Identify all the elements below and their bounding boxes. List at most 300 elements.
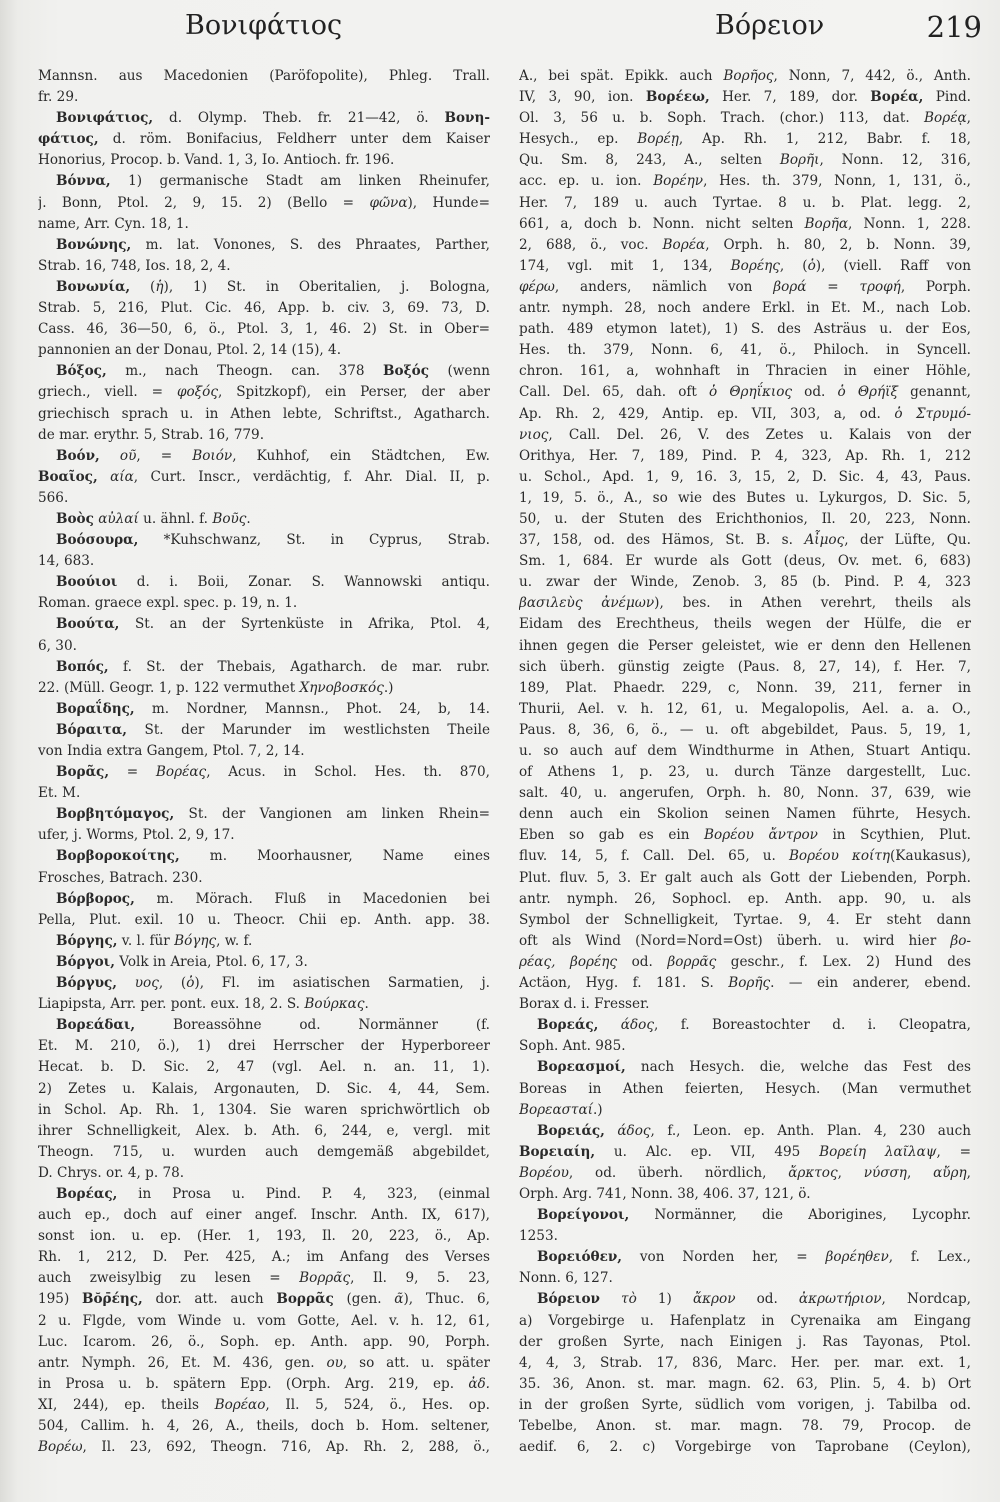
- body-text: ufer, j. Worms, Ptol. 2, 9, 17.: [38, 827, 235, 844]
- text-line: [38, 1353, 490, 1374]
- body-text: aedif. 6, 2. c) Vorgebirge von Taprobane (Ceylon),: [519, 1439, 971, 1456]
- body-text: , f. Lex.,: [888, 1249, 971, 1266]
- body-text: Eidam des Erechtheus, theils wegen der Hülfe, die er: [519, 616, 971, 633]
- body-text: 1) germanische Stadt am linken Rheinufer,: [110, 173, 490, 190]
- text-line: [38, 846, 490, 867]
- body-text: 14, 683.: [38, 553, 95, 570]
- headword: Βονώνης,: [56, 236, 132, 253]
- body-text: of Athens 1, p. 23, u. durch Tänze dargestellt, Luc.: [519, 764, 971, 781]
- text-line: [519, 1289, 971, 1310]
- greek-italic: Βούρκας: [304, 996, 365, 1013]
- greek-italic: Βορῆι: [779, 152, 820, 169]
- headword: Βŏρ̄έης,: [81, 1291, 143, 1308]
- body-text: Honorius, Procop. b. Vand. 1, 3, Io. Antioch. fr. 196.: [38, 152, 395, 169]
- text-line: [38, 1057, 490, 1078]
- headword: Βορειαίη,: [519, 1143, 596, 1160]
- headword: φάτιος,: [38, 131, 99, 148]
- text-line: [519, 741, 971, 762]
- body-text: 1253.: [519, 1228, 558, 1245]
- body-text: antr. Nymph. 26, Et. M. 436, gen.: [38, 1354, 327, 1371]
- body-text: od.: [735, 1291, 799, 1308]
- greek-italic: φέρω: [519, 278, 555, 295]
- text-line: [519, 952, 971, 973]
- headword: Βοὸς: [56, 510, 94, 527]
- text-line: [38, 150, 490, 171]
- text-line: [519, 1184, 971, 1205]
- text-line: [38, 66, 490, 87]
- headword: Βόρβορος,: [56, 890, 135, 907]
- body-text: , Il. 9, 5. 23,: [350, 1270, 490, 1287]
- text-line: [38, 1163, 490, 1184]
- body-text: ,: [966, 1164, 971, 1181]
- text-line: [519, 108, 971, 129]
- body-text: (wenn: [428, 363, 490, 380]
- body-text: acc. ep. u. ion.: [519, 173, 654, 190]
- body-text: ), bes. in Athen verehrt, theils als: [654, 595, 971, 612]
- body-text: salt. 40, u. angerufen, Orph. h. 80, Nonn. 37, 639, wie: [519, 785, 971, 802]
- greek-italic: ὁ Θρήϊξ: [837, 384, 898, 401]
- body-text: ), 1) St. in Oberitalien, j. Bologna,: [163, 278, 490, 295]
- text-line: [38, 108, 490, 129]
- text-line: [519, 994, 971, 1015]
- headword: Βόργυς,: [56, 975, 118, 992]
- body-text: griech., viell. =: [38, 384, 177, 401]
- body-text: Et. M.: [38, 785, 81, 802]
- text-line: [38, 382, 490, 403]
- text-line: [38, 319, 490, 340]
- body-text: Cass. 46, 36—50, 6, ö., Ptol. 3, 1, 46. 2) St. in Ober=: [38, 321, 490, 338]
- text-line: [519, 1079, 971, 1100]
- greek-italic: ὁ Στρυμό-: [894, 405, 971, 422]
- body-text: , Curt. Inscr., verdächtig, f. Ahr. Dial. II, p.: [133, 468, 490, 485]
- greek-italic: φοξός: [176, 384, 218, 401]
- text-line: [519, 889, 971, 910]
- body-text: , Acus. in Schol. Hes. th. 870,: [206, 764, 490, 781]
- text-line: [38, 129, 490, 150]
- body-text: *Kuhschwanz, St. in Cyprus, Strab.: [138, 532, 490, 549]
- body-text: , so att. u. später: [342, 1354, 490, 1371]
- body-text: u. Schol., Apd. 1, 9, 16. 3, 15, 2, D. Sic. 4, 43, Paus.: [519, 468, 971, 485]
- text-line: [38, 994, 490, 1015]
- headword: Βόραιτα,: [56, 721, 127, 738]
- text-line: [519, 425, 971, 446]
- body-text: v. l. für: [117, 932, 175, 949]
- headword: Βοραΐδης,: [56, 700, 135, 717]
- text-line: [519, 1437, 971, 1458]
- body-text: Tebelbe, Anon. st. mar. magn. 78. 79, Procop. de: [519, 1418, 971, 1434]
- body-text: u. ähnl. f.: [138, 510, 213, 527]
- text-line: [38, 910, 490, 931]
- greek-italic: άδος: [620, 1017, 654, 1034]
- text-line: [519, 1163, 971, 1184]
- body-text: Nonn. 6, 127.: [519, 1270, 613, 1287]
- text-line: [519, 509, 971, 530]
- text-line: [519, 1036, 971, 1057]
- body-text: in Prosa u. Pind. P. 4, 323, (einmal: [117, 1185, 490, 1202]
- greek-italic: βορά = τροφή: [773, 278, 901, 295]
- body-text: St. an der Syrtenküste in Afrika, Ptol. 4,: [119, 616, 490, 633]
- body-text: Hes. th. 379, Nonn. 6, 41, ö., Philoch. in Syncell.: [519, 342, 971, 359]
- text-line: [38, 741, 490, 762]
- text-line: [38, 530, 490, 551]
- body-text: m. lat. Vonones, S. des Phraates, Parther,: [131, 236, 490, 253]
- headword: Βόρειον: [537, 1291, 600, 1308]
- greek-italic: Βορρᾶς: [299, 1270, 351, 1287]
- headword: Βοαῖος,: [38, 468, 98, 485]
- body-text: chron. 161, a, wohnhaft in Thracien in einer Höhle,: [519, 363, 971, 380]
- text-line: [38, 699, 490, 720]
- body-text: sonst ion. u. ep. (Her. 1, 193, Il. 20, 223, ö., Ap.: [38, 1228, 490, 1245]
- body-text: , Kuhhof, ein Städtchen, Ew.: [232, 447, 490, 464]
- body-text: Orph. Arg. 741, Nonn. 38, 406. 37, 121, ö.: [519, 1185, 811, 1202]
- body-text: Call. Del. 65, dah. oft: [519, 384, 710, 401]
- text-line: [38, 1395, 490, 1416]
- text-line: [38, 425, 490, 446]
- body-text: 661, a, doch b. Nonn. nicht selten: [519, 215, 805, 232]
- headword: Βορεάδαι,: [56, 1017, 136, 1034]
- text-line: [519, 614, 971, 635]
- body-text: Pind.: [923, 89, 971, 106]
- text-line: [38, 762, 490, 783]
- body-text: Borax d. i. Fresser.: [519, 996, 650, 1013]
- headword: Βοόσουρα,: [56, 532, 139, 549]
- headword: Βονιφάτιος,: [56, 110, 154, 127]
- body-text: [598, 1017, 620, 1033]
- body-text: oft als Wind (Nord=Nord=Ost) überh. u. wird hier: [519, 932, 951, 949]
- text-line: [38, 889, 490, 910]
- body-text: Boreassöhne od. Normänner (f.: [135, 1017, 490, 1034]
- body-text: .: [246, 510, 251, 527]
- body-text: , =: [136, 447, 193, 464]
- text-line: [519, 1353, 971, 1374]
- body-text: ), Fl. im asiatischen Sarmatien, j.: [194, 975, 490, 992]
- text-line: [519, 340, 971, 361]
- body-text: , Il. 23, 692, Theogn. 716, Ap. Rh. 2, 288, ö.,: [82, 1439, 490, 1456]
- body-text: ), Hunde=: [407, 194, 490, 211]
- headword: Βορείγονοι,: [537, 1207, 630, 1224]
- text-line: [519, 235, 971, 256]
- text-line: [519, 762, 971, 783]
- body-text: Eben so gab es ein: [519, 827, 705, 844]
- body-text: Strab. 5, 216, Plut. Cic. 46, App. b. civ. 3, 69. 73, D.: [38, 300, 490, 317]
- text-line: [38, 1226, 490, 1247]
- text-line: [38, 1268, 490, 1289]
- body-text: ,: [906, 1164, 934, 1181]
- body-text: Luc. Icarom. 26, ö., Soph. ep. Anth. app. 90, Porph.: [38, 1333, 490, 1350]
- text-line: [38, 1311, 490, 1332]
- body-text: Thurii, Ael. v. h. 12, 61, u. Megalopolis, Ael. a. a. O.,: [519, 700, 971, 717]
- page-number: 219: [926, 10, 982, 44]
- body-text: , Ap. Rh. 1, 212, Babr. f. 18,: [678, 131, 971, 148]
- headword: Βοόν,: [56, 447, 100, 464]
- body-text: IV, 3, 90, ion.: [519, 89, 646, 106]
- text-line: [38, 361, 490, 382]
- text-line: [519, 593, 971, 614]
- greek-italic: Βορέης: [730, 257, 780, 274]
- greek-italic: ἡ: [155, 278, 164, 295]
- text-line: [38, 1142, 490, 1163]
- text-line: [519, 1374, 971, 1395]
- greek-italic: Βορέου ἄντρον: [704, 827, 818, 844]
- greek-italic: βο-: [950, 932, 971, 949]
- body-text: name, Arr. Cyn. 18, 1.: [38, 215, 189, 232]
- body-text: , Nordcap,: [881, 1291, 971, 1308]
- text-line: [38, 931, 490, 952]
- greek-italic: Βορέου: [519, 1164, 569, 1181]
- greek-italic: Βορέᾳ: [924, 110, 967, 127]
- greek-italic: Βορέου κοίτη: [788, 848, 890, 865]
- body-text: antr. nymph. 26, Sophocl. ep. Anth. app. 90, u. als: [519, 890, 971, 907]
- text-line: [519, 446, 971, 467]
- body-text: Pella, Plut. exil. 10 u. Theocr. Chii ep. Anth. app. 38.: [38, 911, 490, 928]
- greek-italic: Βόγης: [174, 932, 217, 949]
- body-text: u. zwar der Winde, Zenob. 3, 85 (b. Pind. P. 4, 323: [519, 574, 971, 591]
- body-text: Hecat. b. D. Sic. 2, 47 (vgl. Ael. n. an. 11, 1).: [38, 1059, 490, 1076]
- body-text: 504, Callim. h. 4, 26, A., theils, doch b. Hom. seltener,: [38, 1418, 490, 1434]
- body-text: D. Chrys. or. 4, p. 78.: [38, 1164, 185, 1181]
- text-line: [519, 846, 971, 867]
- text-line: [519, 804, 971, 825]
- text-line: [38, 298, 490, 319]
- greek-italic: Βορῆς: [728, 975, 771, 992]
- body-text: , (: [779, 257, 808, 274]
- body-text: Strab. 16, 748, Ios. 18, 2, 4.: [38, 257, 231, 274]
- greek-italic: Βορέα: [662, 236, 706, 253]
- body-text: u. so auch auf dem Windthurme in Athen, Stuart Antiqu.: [519, 743, 971, 759]
- body-text: 1, 19, 5. ö., A., so wie des Butes u. Lykurgos, D. Sic. 5,: [519, 489, 971, 506]
- body-text: Hesych., ep.: [519, 131, 638, 148]
- body-text: Paus. 8, 36, 6, ö., — u. oft abgebildet, Paus. 5, 19, 1,: [519, 721, 971, 738]
- text-line: [38, 404, 490, 425]
- text-line: [38, 235, 490, 256]
- text-line: [519, 1057, 971, 1078]
- body-text: von India extra Gangem, Ptol. 7, 2, 14.: [38, 743, 305, 759]
- body-text: Orithya, Her. 7, 189, Pind. P. 4, 323, Ap. Rh. 1, 212: [519, 447, 971, 464]
- text-line: [519, 1268, 971, 1289]
- body-text: [605, 1123, 617, 1139]
- text-line: [519, 931, 971, 952]
- body-text: , Nonn. 1, 228.: [848, 215, 971, 232]
- body-text: , Orph. h. 80, 2, b. Nonn. 39,: [705, 236, 971, 253]
- body-text: m. Mörach. Fluß in Macedonien bei: [134, 890, 490, 907]
- body-text: Plut. fluv. 5, 3. Er galt auch als Gott der Liebenden, Porph.: [519, 869, 971, 886]
- headword: Βορβοροκοίτης,: [56, 848, 180, 865]
- text-line: [519, 382, 971, 403]
- body-text: Symbol der Schnelligkeit, Tyrtae. 9, 4. Er steht dann: [519, 911, 971, 928]
- body-text: ), Thuc. 6,: [403, 1291, 490, 1308]
- headword: Βόννα,: [56, 173, 111, 190]
- text-line: [519, 1332, 971, 1353]
- text-line: [38, 1332, 490, 1353]
- text-line: [38, 277, 490, 298]
- body-text: 4, 4, 3, Strab. 17, 836, Marc. Her. per. mar. ext. 1,: [519, 1354, 971, 1371]
- text-line: [519, 1015, 971, 1036]
- body-text: Roman. graece expl. spec. p. 19, n. 1.: [38, 595, 298, 612]
- body-text: genannt,: [897, 384, 971, 401]
- text-line: [38, 171, 490, 192]
- greek-italic: νύσση: [863, 1164, 907, 1181]
- body-text: Actäon, Hyg. f. 181. S.: [519, 975, 729, 992]
- headword: Βοούτα,: [56, 616, 120, 633]
- text-line: [38, 488, 490, 509]
- body-text: de mar. erythr. 5, Strab. 16, 779.: [38, 426, 265, 443]
- text-line: [38, 973, 490, 994]
- body-text: Theogn. 715, u. wurden auch demgemäß abgebildet,: [38, 1143, 490, 1160]
- text-line: [519, 868, 971, 889]
- text-line: [519, 361, 971, 382]
- body-text: m. Nordner, Mannsn., Phot. 24, b, 14.: [134, 700, 490, 717]
- headword: Βοούιοι: [56, 574, 118, 591]
- text-line: [519, 1247, 971, 1268]
- text-line: [38, 952, 490, 973]
- body-text: nach Hesych. die, welche das Fest des: [625, 1059, 971, 1076]
- greek-italic: αὔρη: [933, 1164, 967, 1181]
- body-text: a) Vorgebirge u. Hafenplatz in Cyrenaika am Eingang: [519, 1312, 971, 1329]
- text-line: [519, 1416, 971, 1437]
- body-text: 566.: [38, 489, 69, 506]
- body-text: . — ein anderer, ebend.: [770, 975, 971, 992]
- text-line: [38, 1015, 490, 1036]
- text-line: [519, 319, 971, 340]
- body-text: d. Olymp. Theb. fr. 21—42, ö.: [153, 110, 445, 127]
- text-line: [519, 1100, 971, 1121]
- text-line: [519, 1395, 971, 1416]
- greek-italic: Βορέας: [155, 764, 207, 781]
- text-line: [519, 488, 971, 509]
- text-line: [519, 150, 971, 171]
- headword: Βοξός: [383, 363, 429, 380]
- text-line: [519, 720, 971, 741]
- text-line: [38, 825, 490, 846]
- body-text: antr. nymph. 28, noch andere Erkl. in Et. M., nach Lob.: [519, 300, 971, 317]
- text-line: [38, 467, 490, 488]
- text-line: [38, 256, 490, 277]
- headword: Βορεάς,: [537, 1017, 599, 1034]
- text-line: [38, 446, 490, 467]
- text-line: [519, 973, 971, 994]
- text-line: [519, 530, 971, 551]
- body-text: fr. 29.: [38, 89, 79, 106]
- body-text: Rh. 1, 212, D. Per. 425, A.; im Anfang des Verses: [38, 1249, 490, 1266]
- body-text: in Prosa u. b. spätern Epp. (Orph. Arg. 219, ep.: [38, 1375, 469, 1392]
- body-text: 189, Plat. Phaedr. 229, c, Nonn. 39, 211, ferner in: [519, 679, 971, 696]
- body-text: , Hes. th. 379, Nonn, 1, 131, ö.,: [703, 173, 971, 190]
- column-left: [38, 66, 490, 1458]
- body-text: [600, 1291, 621, 1307]
- headword: Βόξος,: [56, 363, 107, 380]
- body-text: Volk in Areia, Ptol. 6, 17, 3.: [114, 953, 308, 970]
- greek-italic: Χηνοβοσκός: [299, 679, 384, 696]
- greek-italic: Αἶμος: [804, 532, 845, 549]
- body-text: sich überh. günstig zeigte (Paus. 8, 27, 14), f. Her. 7,: [519, 658, 971, 675]
- text-line: [519, 657, 971, 678]
- greek-italic: Βορέω: [38, 1439, 83, 1456]
- body-text: , Nonn. 12, 316,: [819, 152, 971, 169]
- text-line: [38, 1247, 490, 1268]
- headword: Βορέας,: [56, 1185, 118, 1202]
- body-text: auch ep., doch auf einer angef. Inschr. Anth. IX, 617),: [38, 1207, 490, 1224]
- headword: Βορέεω,: [645, 89, 710, 106]
- greek-italic: Βοῦς: [212, 510, 247, 527]
- headword: Βονη-: [444, 110, 490, 127]
- text-line: [519, 66, 971, 87]
- body-text: geschr., f. Lex. 2) Hund des: [716, 953, 971, 970]
- body-text: , f., Leon. ep. Anth. Plan. 4, 230 auch: [650, 1122, 971, 1139]
- body-text: 174, vgl. mit 1, 134,: [519, 257, 731, 274]
- headword: Βόργης,: [56, 932, 118, 949]
- body-text: .: [364, 996, 369, 1013]
- greek-italic: τὸ: [621, 1291, 637, 1308]
- text-line: [519, 129, 971, 150]
- body-text: =: [109, 764, 156, 781]
- body-text: 22. (Müll. Geogr. 1, p. 122 vermuthet: [38, 679, 300, 696]
- body-text: ), (viell. Raff von: [815, 257, 971, 274]
- greek-italic: Βορεασταί: [519, 1101, 593, 1118]
- body-text: 6, 30.: [38, 637, 77, 654]
- body-text: 2, 688, ö., voc.: [519, 236, 663, 253]
- body-text: , w. f.: [216, 932, 253, 949]
- body-text: [117, 975, 135, 991]
- text-line: [519, 1226, 971, 1247]
- greek-italic: Βορέῃ: [637, 131, 679, 148]
- body-text: in Schol. Ap. Rh. 1, 1304. Sie waren sprichwörtlich ob: [38, 1101, 490, 1118]
- greek-italic: βορέηθεν: [825, 1249, 889, 1266]
- body-text: 1): [636, 1291, 693, 1308]
- headword: Βονωνία,: [56, 278, 131, 295]
- body-text: in Scythien, Plut.: [817, 827, 971, 844]
- body-text: , (: [158, 975, 187, 992]
- greek-italic: ὁ: [186, 975, 195, 992]
- body-text: griechisch sprach u. in Athen lebte, Schriftst., Agatharch.: [38, 405, 490, 422]
- body-text: (gen.: [333, 1291, 395, 1308]
- text-line: [38, 193, 490, 214]
- text-line: [38, 87, 490, 108]
- greek-italic: Βορείη λαῖλαψ: [819, 1143, 937, 1160]
- column-right: [519, 66, 971, 1458]
- body-text: ihnen gegen die Perser geleistet, wie er denn den Hellenen: [519, 637, 971, 654]
- text-line: [38, 1437, 490, 1458]
- text-line: [38, 1184, 490, 1205]
- greek-italic: υος: [134, 975, 159, 992]
- greek-italic: Βορέαο: [214, 1396, 266, 1413]
- body-text: (Kaukasus),: [890, 848, 971, 865]
- body-text: 2 u. Flgde, vom Winde u. vom Gotte, Ael. v. h. 12, 61,: [38, 1312, 490, 1329]
- headword: Βορειάς,: [537, 1122, 605, 1139]
- text-line: [519, 1142, 971, 1163]
- text-line: [519, 910, 971, 931]
- body-text: fluv. 14, 5, f. Call. Del. 65, u.: [519, 848, 789, 865]
- body-text: f. St. der Thebais, Agatharch. de mar. rubr.: [108, 658, 490, 675]
- body-text: Boreas in Athen feierten, Hesych. (Man vermuthet: [519, 1080, 971, 1097]
- text-line: [38, 1121, 490, 1142]
- body-text: 2) Zetes u. Kalais, Argonauten, D. Sic. 4, 44, Sem.: [38, 1080, 490, 1097]
- greek-italic: Βορῆα: [804, 215, 849, 232]
- body-text: von Norden her, =: [622, 1249, 826, 1266]
- body-text: , der Lüfte, Qu.: [844, 532, 971, 549]
- body-text: Sm. 1, 684. Er wurde als Gott (deus, Ov. met. 6, 683): [519, 553, 971, 570]
- text-line: [38, 783, 490, 804]
- body-text: .): [592, 1101, 603, 1118]
- greek-italic: ου: [326, 1354, 343, 1371]
- body-text: , Spitzkopf), ein Perser, der aber: [217, 384, 490, 401]
- greek-italic: Βορῆος: [723, 68, 774, 84]
- headword: Βορβητόμαγος,: [56, 806, 175, 823]
- body-text: dor. att. auch: [142, 1291, 277, 1308]
- body-text: auch zweisylbig zu lesen =: [38, 1270, 300, 1287]
- greek-italic: αία: [110, 468, 134, 485]
- running-head-right: Βόρειον: [715, 10, 825, 41]
- greek-italic: ἀκρωτήριον: [798, 1291, 882, 1308]
